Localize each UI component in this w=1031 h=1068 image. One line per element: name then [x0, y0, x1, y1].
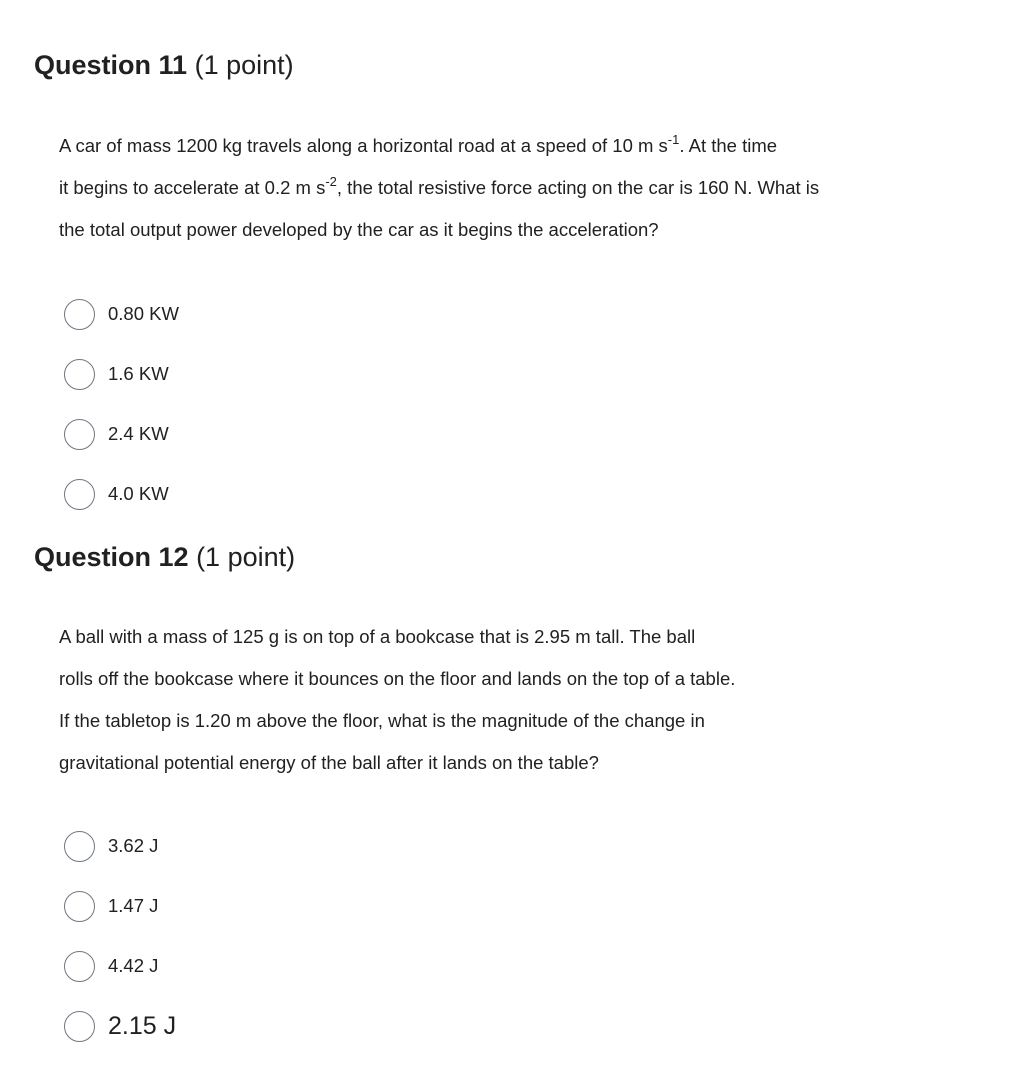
question-12 — [0, 537, 1031, 1068]
answer-label: 2.4 KW — [108, 423, 169, 444]
answer-label: 0.80 KW — [108, 303, 179, 324]
radio-button[interactable] — [64, 359, 95, 390]
radio-button[interactable] — [64, 419, 95, 450]
question-11 — [0, 45, 1031, 536]
question-title — [34, 537, 1031, 577]
question-stem — [59, 616, 939, 784]
question-points: (1 point) — [196, 542, 296, 572]
answer-option[interactable] — [64, 356, 1031, 392]
stem-line: gravitational potential energy of the ball after it lands on the table? — [59, 752, 599, 773]
question-number: Question 11 — [34, 50, 188, 80]
answer-option[interactable] — [64, 476, 1031, 512]
stem-text: . At the time — [679, 135, 778, 156]
answer-label: 3.62 J — [108, 835, 159, 856]
stem-text: it begins to accelerate at 0.2 m s — [59, 177, 326, 198]
radio-button[interactable] — [64, 951, 95, 982]
answer-option[interactable] — [64, 296, 1031, 332]
answer-option[interactable] — [64, 1008, 1031, 1044]
stem-line: rolls off the bookcase where it bounces on the floor and lands on the top of a table. — [59, 668, 736, 689]
question-stem — [59, 125, 939, 251]
stem-line: A ball with a mass of 125 g is on top of a bookcase that is 2.95 m tall. The ball — [59, 626, 696, 647]
answer-option[interactable] — [64, 828, 1031, 864]
stem-line: the total output power developed by the car as it begins the acceleration? — [59, 219, 659, 240]
radio-button[interactable] — [64, 831, 95, 862]
radio-button[interactable] — [64, 299, 95, 330]
radio-button[interactable] — [64, 1011, 95, 1042]
answer-label: 1.47 J — [108, 895, 159, 916]
answer-options — [64, 296, 1031, 512]
radio-button[interactable] — [64, 891, 95, 922]
answer-option[interactable] — [64, 416, 1031, 452]
stem-line: If the tabletop is 1.20 m above the floor, what is the magnitude of the change in — [59, 710, 705, 731]
answer-option[interactable] — [64, 948, 1031, 984]
question-title — [34, 45, 1031, 85]
question-number: Question 12 — [34, 542, 189, 572]
answer-label: 2.15 J — [108, 1011, 177, 1040]
superscript: -1 — [667, 131, 680, 147]
stem-line — [59, 125, 939, 167]
stem-text: A car of mass 1200 kg travels along a horizontal road at a speed of 10 m s — [59, 135, 668, 156]
radio-button[interactable] — [64, 479, 95, 510]
stem-line — [59, 167, 939, 209]
answer-options — [64, 828, 1031, 1044]
question-points: (1 point) — [194, 50, 294, 80]
answer-label: 4.42 J — [108, 955, 159, 976]
answer-label: 4.0 KW — [108, 483, 169, 504]
superscript: -2 — [325, 173, 337, 189]
answer-option[interactable] — [64, 888, 1031, 924]
stem-text: , the total resistive force acting on the car is 160 N. What is — [336, 177, 820, 198]
answer-label: 1.6 KW — [108, 363, 169, 384]
